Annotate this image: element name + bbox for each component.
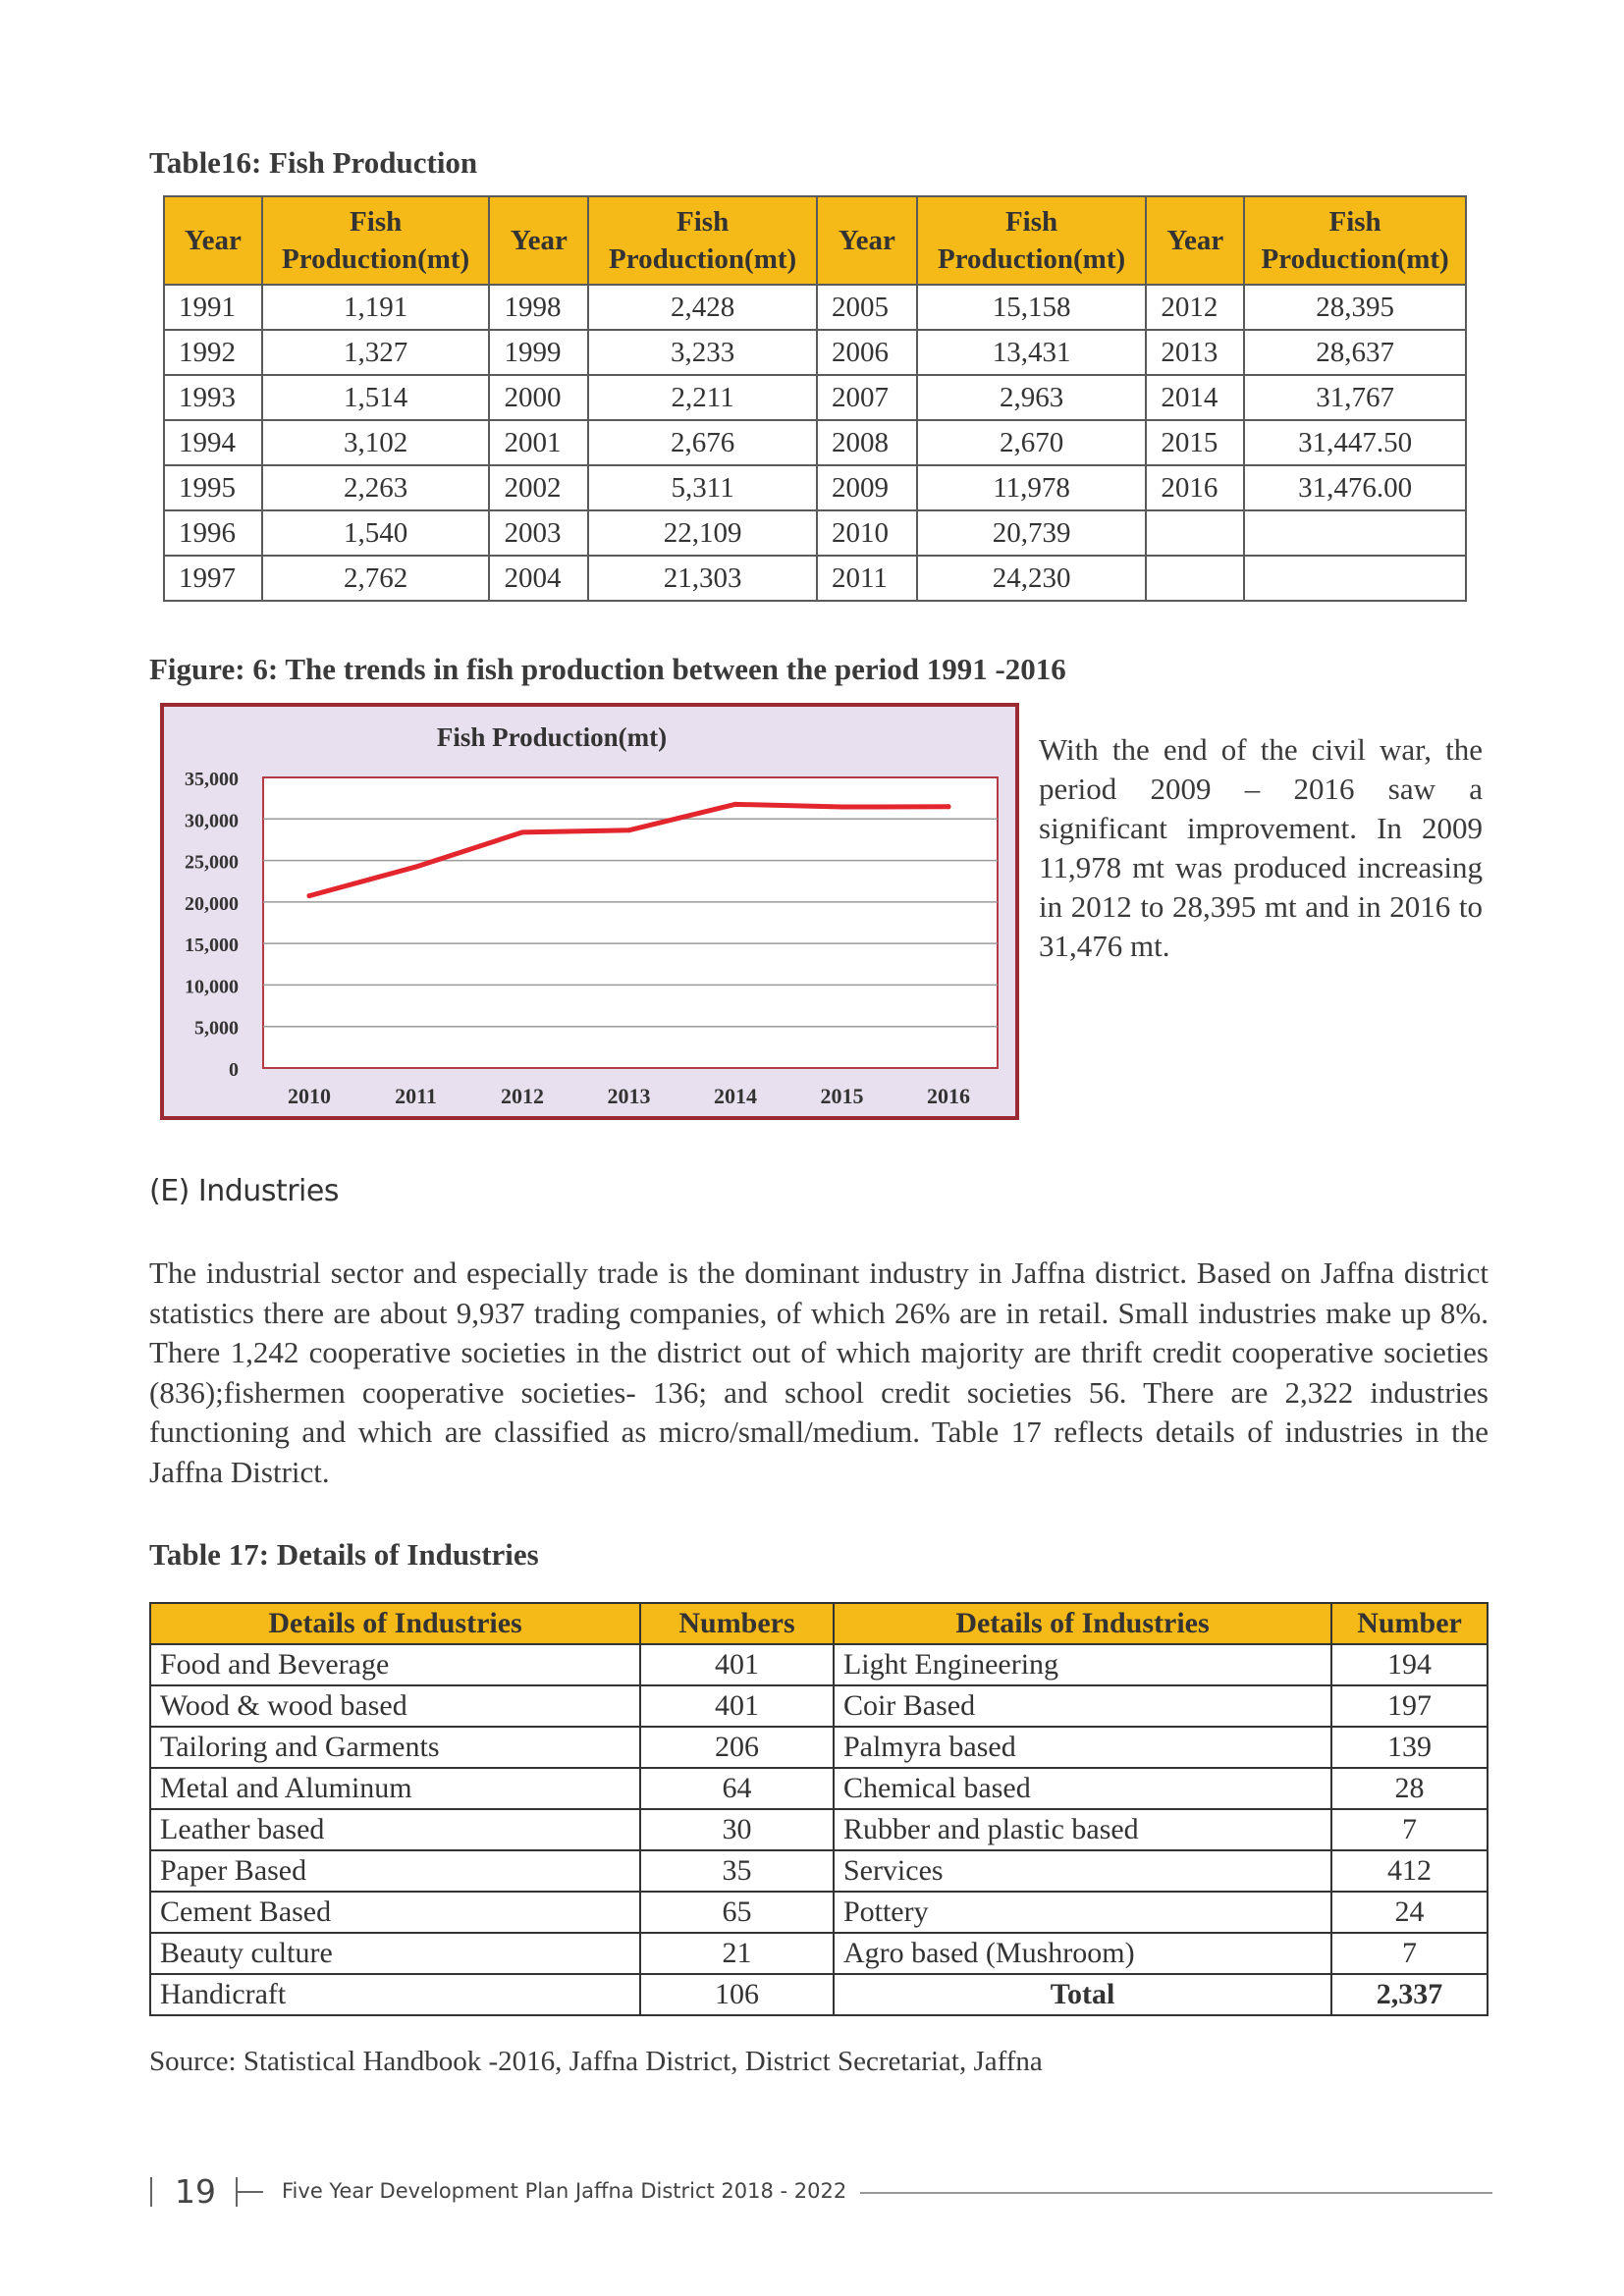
- data-point: [413, 865, 418, 870]
- year-cell: 2007: [817, 375, 917, 420]
- table-row: [150, 1974, 1488, 2015]
- table-row: [164, 375, 1466, 420]
- year-cell: 2008: [817, 420, 917, 465]
- production-cell: 1,191: [262, 285, 490, 330]
- x-tick-label: 2010: [288, 1084, 331, 1108]
- production-cell: 21,303: [588, 556, 817, 601]
- industry-count-cell: 401: [640, 1644, 834, 1685]
- industry-name-cell: Handicraft: [150, 1974, 640, 2015]
- industry-count-cell: 194: [1331, 1644, 1488, 1685]
- industry-count-cell: 139: [1331, 1727, 1488, 1768]
- year-cell: 1998: [489, 285, 588, 330]
- industry-count-cell: 7: [1331, 1809, 1488, 1850]
- year-cell: 2015: [1146, 420, 1244, 465]
- year-cell: 2012: [1146, 285, 1244, 330]
- table17-caption: Table 17: Details of Industries: [149, 1537, 539, 1572]
- industries-paragraph: The industrial sector and especially trade is the dominant industry in Jaffna district. Based on Jaffna district statistics there are about 9,937 trading companies, of which 26% are in retail. Small industries make up 8%. There 1,242 cooperative societies in the district out of which majority are thrift credit cooperative societies (836);fishermen cooperative societies- 136; and school credit societies 56. There are 2,322 industries functioning and which are classified as micro/small/medium. Table 17 reflects details of industries in the Jaffna District.: [149, 1255, 1489, 1489]
- chart-title: Fish Production(mt): [436, 722, 668, 752]
- header-details: Details of Industries: [150, 1603, 640, 1644]
- data-point: [307, 893, 312, 898]
- year-cell: 2005: [817, 285, 917, 330]
- industry-name-cell: Leather based: [150, 1809, 640, 1850]
- industry-name-cell: Palmyra based: [834, 1727, 1331, 1768]
- y-tick-label: 15,000: [185, 934, 239, 957]
- industry-name-cell: Chemical based: [834, 1768, 1331, 1809]
- header-year: Year: [817, 196, 917, 285]
- plot-area: [263, 777, 998, 1068]
- year-cell: 2003: [489, 510, 588, 556]
- page-number: 19: [175, 2172, 216, 2211]
- header-year: Year: [164, 196, 262, 285]
- year-cell: 2013: [1146, 330, 1244, 375]
- industry-name-cell: Wood & wood based: [150, 1685, 640, 1727]
- table17-header-row: [150, 1603, 1488, 1644]
- year-cell: 1993: [164, 375, 262, 420]
- industry-name-cell: Rubber and plastic based: [834, 1809, 1331, 1850]
- year-cell: [1146, 556, 1244, 601]
- production-cell: 11,978: [917, 465, 1147, 510]
- header-numbers: Numbers: [640, 1603, 834, 1644]
- header-production: Fish Production(mt): [588, 196, 817, 285]
- production-cell: 28,395: [1244, 285, 1466, 330]
- header-details: Details of Industries: [834, 1603, 1331, 1644]
- year-cell: 1999: [489, 330, 588, 375]
- table-row: [150, 1727, 1488, 1768]
- header-production: Fish Production(mt): [1244, 196, 1466, 285]
- production-cell: 28,637: [1244, 330, 1466, 375]
- footer-title: Five Year Development Plan Jaffna District 2018 - 2022: [282, 2179, 847, 2203]
- production-cell: 20,739: [917, 510, 1147, 556]
- fish-production-table: [163, 195, 1467, 602]
- industry-count-cell: 28: [1331, 1768, 1488, 1809]
- year-cell: 2010: [817, 510, 917, 556]
- header-year: Year: [489, 196, 588, 285]
- table-row: [164, 330, 1466, 375]
- production-cell: 31,476.00: [1244, 465, 1466, 510]
- industry-name-cell: Paper Based: [150, 1850, 640, 1892]
- table-row: [164, 465, 1466, 510]
- industry-count-cell: 106: [640, 1974, 834, 2015]
- production-cell: 31,447.50: [1244, 420, 1466, 465]
- year-cell: 2016: [1146, 465, 1244, 510]
- y-tick-label: 35,000: [185, 769, 239, 790]
- table16-header-row: [164, 196, 1466, 285]
- production-cell: 2,263: [262, 465, 490, 510]
- industry-count-cell: 21: [640, 1933, 834, 1974]
- year-cell: 2001: [489, 420, 588, 465]
- figure-caption: Figure: 6: The trends in fish production between the period 1991 -2016: [149, 652, 1066, 686]
- data-point: [947, 804, 951, 809]
- year-cell: 1991: [164, 285, 262, 330]
- industry-count-cell: 401: [640, 1685, 834, 1727]
- x-tick-label: 2013: [607, 1084, 651, 1108]
- industry-name-cell: Agro based (Mushroom): [834, 1933, 1331, 1974]
- industry-name-cell: Food and Beverage: [150, 1644, 640, 1685]
- production-cell: 2,211: [588, 375, 817, 420]
- y-tick-label: 5,000: [194, 1017, 239, 1040]
- table-row: [164, 510, 1466, 556]
- table-row: [164, 285, 1466, 330]
- section-heading: (E) Industries: [149, 1174, 339, 1208]
- table-row: [150, 1644, 1488, 1685]
- production-cell: 2,428: [588, 285, 817, 330]
- industry-count-cell: 30: [640, 1809, 834, 1850]
- year-cell: 2004: [489, 556, 588, 601]
- table-row: [150, 1809, 1488, 1850]
- fish-production-chart: [160, 703, 1019, 1120]
- production-cell: 13,431: [917, 330, 1147, 375]
- industries-table: [149, 1602, 1489, 2016]
- y-tick-label: 10,000: [185, 976, 239, 998]
- production-cell: [1244, 510, 1466, 556]
- table-row: [150, 1768, 1488, 1809]
- production-cell: 2,963: [917, 375, 1147, 420]
- production-cell: 15,158: [917, 285, 1147, 330]
- industry-count-cell: 65: [640, 1892, 834, 1933]
- year-cell: 2006: [817, 330, 917, 375]
- header-production: Fish Production(mt): [262, 196, 490, 285]
- year-cell: 2000: [489, 375, 588, 420]
- header-number: Number: [1331, 1603, 1488, 1644]
- production-cell: 2,670: [917, 420, 1147, 465]
- data-point: [839, 805, 844, 810]
- production-cell: 2,762: [262, 556, 490, 601]
- industry-count-cell: 7: [1331, 1933, 1488, 1974]
- year-cell: 1997: [164, 556, 262, 601]
- x-tick-label: 2015: [820, 1084, 864, 1108]
- industry-count-cell: 206: [640, 1727, 834, 1768]
- industry-name-cell: Light Engineering: [834, 1644, 1331, 1685]
- industry-name-cell: Beauty culture: [150, 1933, 640, 1974]
- table-row: [164, 420, 1466, 465]
- production-cell: 3,233: [588, 330, 817, 375]
- chart-svg: [164, 707, 1015, 1116]
- y-tick-label: 0: [229, 1059, 239, 1081]
- year-cell: 1996: [164, 510, 262, 556]
- production-cell: 3,102: [262, 420, 490, 465]
- production-cell: 2,676: [588, 420, 817, 465]
- production-cell: [1244, 556, 1466, 601]
- year-cell: 2002: [489, 465, 588, 510]
- industry-count-cell: 24: [1331, 1892, 1488, 1933]
- chart-commentary: With the end of the civil war, the period 2009 – 2016 saw a significant improvement. In 2009 11,978 mt was produced increasing in 2012 to 28,395 mt and in 2016 to 31,476 mt.: [1039, 732, 1483, 963]
- y-tick-label: 25,000: [185, 851, 239, 874]
- industry-name-cell: Coir Based: [834, 1685, 1331, 1727]
- y-tick-label: 20,000: [185, 892, 239, 915]
- table-row: [150, 1933, 1488, 1974]
- data-point: [626, 828, 631, 832]
- x-tick-label: 2011: [395, 1084, 437, 1108]
- x-tick-label: 2012: [501, 1084, 544, 1108]
- industry-name-cell: Services: [834, 1850, 1331, 1892]
- industry-count-cell: 2,337: [1331, 1974, 1488, 2015]
- industry-name-cell: Pottery: [834, 1892, 1331, 1933]
- table-row: [150, 1892, 1488, 1933]
- production-cell: 22,109: [588, 510, 817, 556]
- industry-name-cell: Metal and Aluminum: [150, 1768, 640, 1809]
- production-cell: 1,327: [262, 330, 490, 375]
- production-cell: 1,540: [262, 510, 490, 556]
- year-cell: 2009: [817, 465, 917, 510]
- industry-name-cell: Cement Based: [150, 1892, 640, 1933]
- x-tick-label: 2016: [927, 1084, 970, 1108]
- industry-name-cell: Total: [834, 1974, 1331, 2015]
- year-cell: 2014: [1146, 375, 1244, 420]
- year-cell: 1995: [164, 465, 262, 510]
- industry-count-cell: 412: [1331, 1850, 1488, 1892]
- production-cell: 1,514: [262, 375, 490, 420]
- footer-rule: [860, 2192, 1492, 2194]
- header-year: Year: [1146, 196, 1244, 285]
- data-point: [733, 802, 738, 807]
- header-production: Fish Production(mt): [917, 196, 1147, 285]
- table16-caption: Table16: Fish Production: [149, 145, 478, 180]
- table-row: [150, 1685, 1488, 1727]
- y-tick-label: 30,000: [185, 810, 239, 832]
- x-tick-label: 2014: [714, 1084, 757, 1108]
- production-cell: 5,311: [588, 465, 817, 510]
- industry-count-cell: 64: [640, 1768, 834, 1809]
- year-cell: 1994: [164, 420, 262, 465]
- footer-divider: [150, 2177, 152, 2207]
- data-point: [520, 829, 525, 834]
- source-note: Source: Statistical Handbook -2016, Jaffna District, District Secretariat, Jaffna: [149, 2046, 1043, 2077]
- table-row: [164, 556, 1466, 601]
- industry-name-cell: Tailoring and Garments: [150, 1727, 640, 1768]
- table-row: [150, 1850, 1488, 1892]
- year-cell: [1146, 510, 1244, 556]
- production-cell: 31,767: [1244, 375, 1466, 420]
- industry-count-cell: 35: [640, 1850, 834, 1892]
- footer-divider: [236, 2191, 263, 2193]
- year-cell: 2011: [817, 556, 917, 601]
- year-cell: 1992: [164, 330, 262, 375]
- production-cell: 24,230: [917, 556, 1147, 601]
- industry-count-cell: 197: [1331, 1685, 1488, 1727]
